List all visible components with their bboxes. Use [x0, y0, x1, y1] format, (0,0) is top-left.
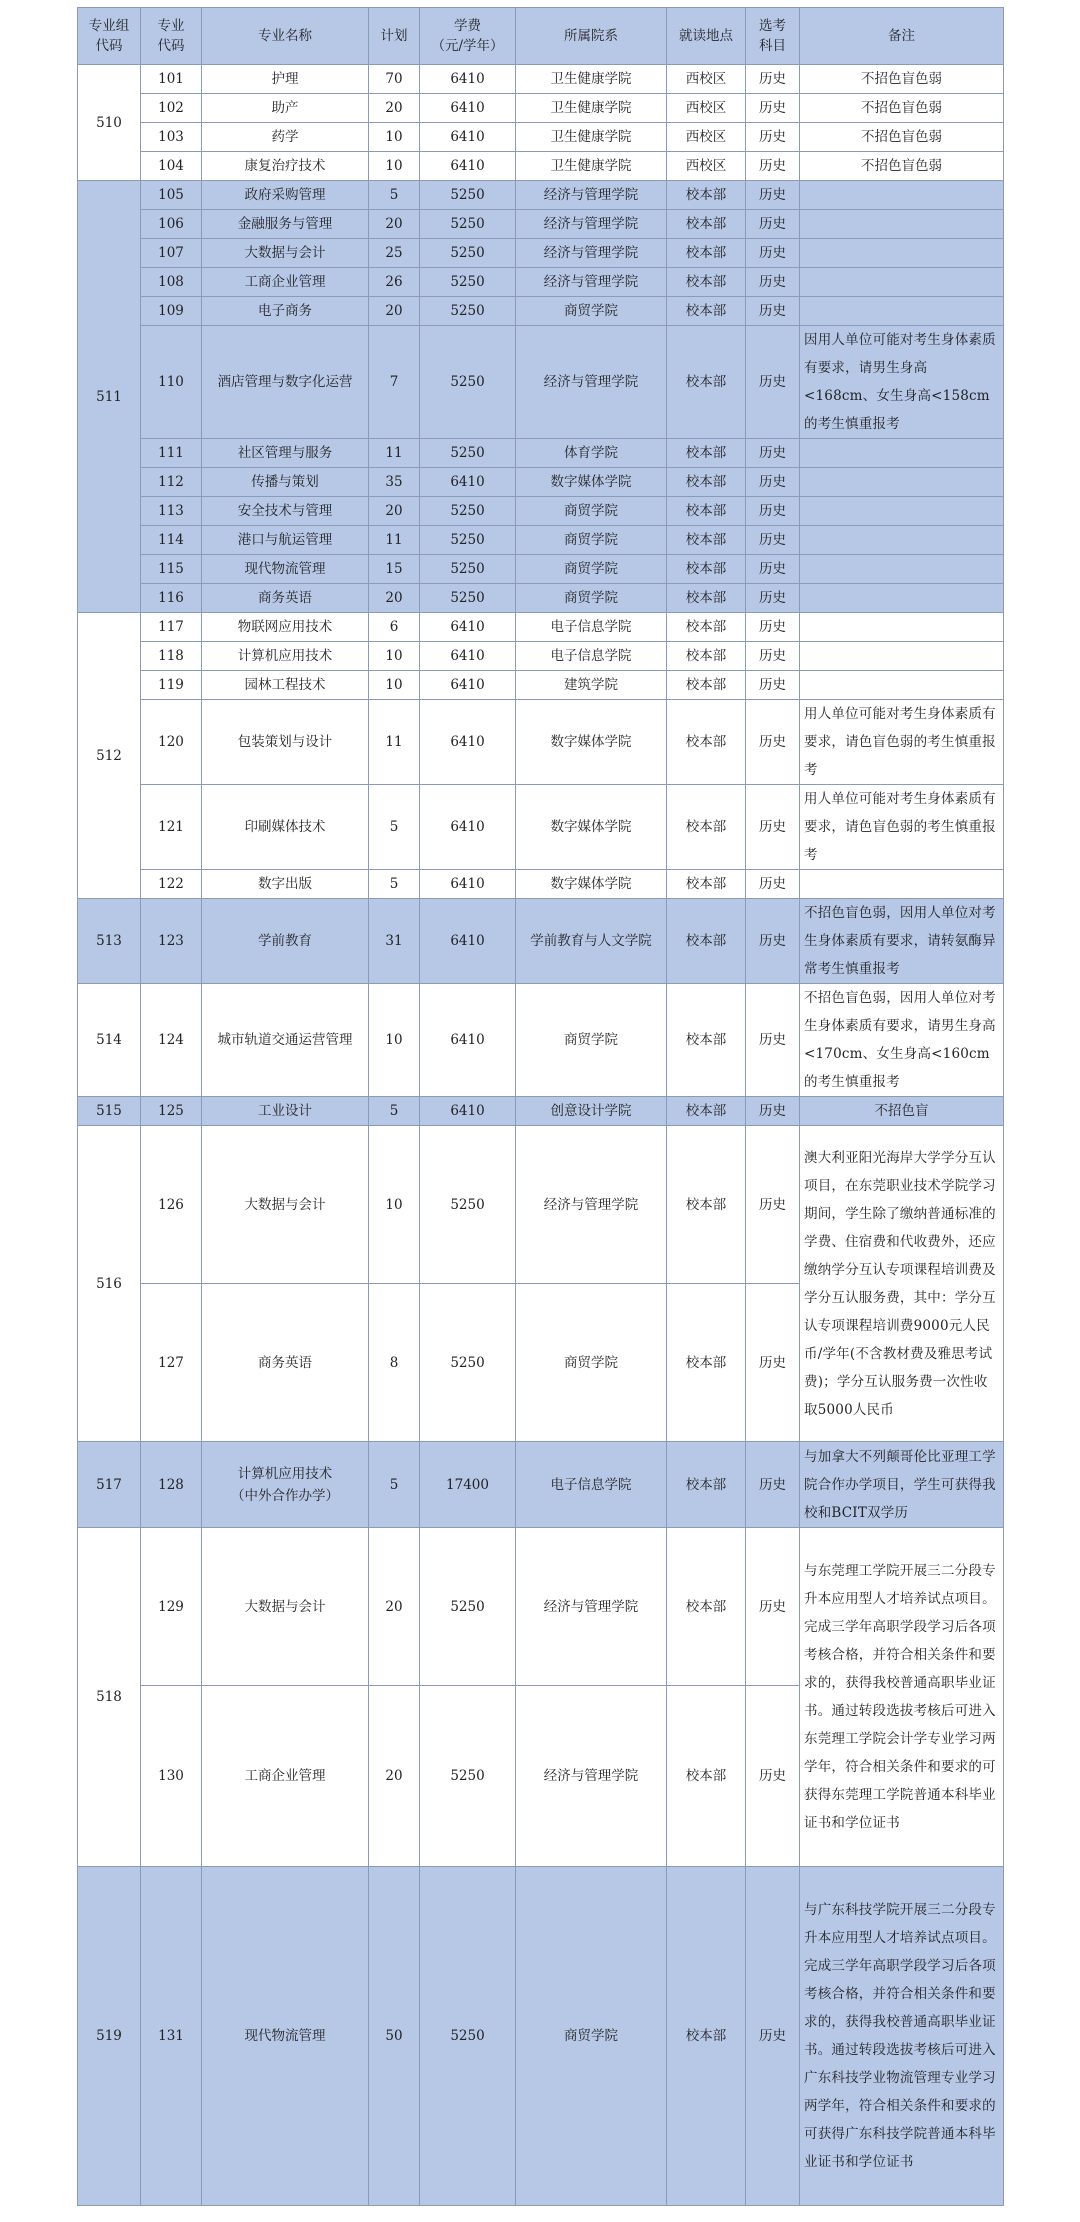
major-name: 城市轨道交通运营管理 [202, 984, 369, 1097]
major-name: 大数据与会计 [202, 1126, 369, 1284]
subject: 历史 [746, 210, 800, 239]
department: 商贸学院 [516, 555, 667, 584]
campus: 校本部 [667, 1686, 746, 1867]
tuition-fee: 5250 [420, 1686, 516, 1867]
tuition-fee: 5250 [420, 181, 516, 210]
campus: 校本部 [667, 497, 746, 526]
plan-count: 26 [369, 268, 420, 297]
remark [800, 181, 1004, 210]
major-code: 131 [141, 1867, 202, 2206]
plan-count: 5 [369, 181, 420, 210]
subject: 历史 [746, 152, 800, 181]
department: 经济与管理学院 [516, 1528, 667, 1686]
department: 数字媒体学院 [516, 870, 667, 899]
header-department: 所属院系 [516, 8, 667, 65]
plan-count: 11 [369, 526, 420, 555]
major-name: 药学 [202, 123, 369, 152]
major-code: 107 [141, 239, 202, 268]
major-code: 124 [141, 984, 202, 1097]
major-code: 121 [141, 785, 202, 870]
subject: 历史 [746, 439, 800, 468]
tuition-fee: 6410 [420, 899, 516, 984]
department: 创意设计学院 [516, 1097, 667, 1126]
remark: 不招色盲色弱，因用人单位对考生身体素质有要求，请男生身高<170cm、女生身高<160cm的考生慎重报考 [800, 984, 1004, 1097]
header-plan: 计划 [369, 8, 420, 65]
major-code: 101 [141, 65, 202, 94]
major-name: 现代物流管理 [202, 1867, 369, 2206]
campus: 校本部 [667, 671, 746, 700]
major-name: 学前教育 [202, 899, 369, 984]
major-code: 122 [141, 870, 202, 899]
major-name: 安全技术与管理 [202, 497, 369, 526]
tuition-fee: 6410 [420, 1097, 516, 1126]
tuition-fee: 6410 [420, 468, 516, 497]
campus: 校本部 [667, 526, 746, 555]
department: 电子信息学院 [516, 642, 667, 671]
header-major-name: 专业名称 [202, 8, 369, 65]
major-name: 包装策划与设计 [202, 700, 369, 785]
plan-count: 5 [369, 785, 420, 870]
plan-count: 7 [369, 326, 420, 439]
subject: 历史 [746, 497, 800, 526]
subject: 历史 [746, 239, 800, 268]
campus: 校本部 [667, 181, 746, 210]
campus: 校本部 [667, 1284, 746, 1442]
campus: 校本部 [667, 239, 746, 268]
department: 学前教育与人文学院 [516, 899, 667, 984]
group-code: 519 [78, 1867, 141, 2206]
department: 经济与管理学院 [516, 268, 667, 297]
campus: 校本部 [667, 439, 746, 468]
major-code: 126 [141, 1126, 202, 1284]
major-name: 商务英语 [202, 1284, 369, 1442]
department: 经济与管理学院 [516, 181, 667, 210]
campus: 校本部 [667, 1442, 746, 1528]
header-tuition: 学费 （元/学年） [420, 8, 516, 65]
major-code: 118 [141, 642, 202, 671]
plan-count: 50 [369, 1867, 420, 2206]
table-header [78, 8, 1004, 65]
subject: 历史 [746, 94, 800, 123]
campus: 校本部 [667, 899, 746, 984]
department: 数字媒体学院 [516, 785, 667, 870]
tuition-fee: 5250 [420, 1528, 516, 1686]
tuition-fee: 5250 [420, 1126, 516, 1284]
tuition-fee: 5250 [420, 326, 516, 439]
remark [800, 297, 1004, 326]
remark: 不招色盲色弱 [800, 94, 1004, 123]
subject: 历史 [746, 526, 800, 555]
major-code: 129 [141, 1528, 202, 1686]
department: 卫生健康学院 [516, 152, 667, 181]
campus: 西校区 [667, 152, 746, 181]
plan-count: 10 [369, 671, 420, 700]
remark [800, 642, 1004, 671]
major-name: 商务英语 [202, 584, 369, 613]
major-code: 112 [141, 468, 202, 497]
remark: 不招色盲色弱 [800, 65, 1004, 94]
major-name: 电子商务 [202, 297, 369, 326]
remark [800, 613, 1004, 642]
subject: 历史 [746, 181, 800, 210]
plan-count: 10 [369, 984, 420, 1097]
remark [800, 584, 1004, 613]
campus: 校本部 [667, 297, 746, 326]
subject: 历史 [746, 899, 800, 984]
major-code: 119 [141, 671, 202, 700]
major-name: 大数据与会计 [202, 1528, 369, 1686]
subject: 历史 [746, 1126, 800, 1284]
remark [800, 239, 1004, 268]
major-name: 护理 [202, 65, 369, 94]
subject: 历史 [746, 584, 800, 613]
group-code: 512 [78, 613, 141, 899]
major-code: 120 [141, 700, 202, 785]
major-name: 计算机应用技术 [202, 642, 369, 671]
tuition-fee: 5250 [420, 268, 516, 297]
major-name: 港口与航运管理 [202, 526, 369, 555]
major-code: 109 [141, 297, 202, 326]
tuition-fee: 5250 [420, 297, 516, 326]
remark: 与加拿大不列颠哥伦比亚理工学院合作办学项目，学生可获得我校和BCIT双学历 [800, 1442, 1004, 1528]
plan-count: 10 [369, 123, 420, 152]
campus: 校本部 [667, 210, 746, 239]
major-code: 114 [141, 526, 202, 555]
remark [800, 439, 1004, 468]
remark: 不招色盲色弱 [800, 123, 1004, 152]
campus: 西校区 [667, 65, 746, 94]
plan-count: 10 [369, 1126, 420, 1284]
header-remarks: 备注 [800, 8, 1004, 65]
major-code: 130 [141, 1686, 202, 1867]
major-code: 115 [141, 555, 202, 584]
remark: 因用人单位可能对考生身体素质有要求，请男生身高<168cm、女生身高<158cm的考生慎重报考 [800, 326, 1004, 439]
subject: 历史 [746, 1097, 800, 1126]
plan-count: 11 [369, 700, 420, 785]
major-code: 123 [141, 899, 202, 984]
major-code: 106 [141, 210, 202, 239]
plan-count: 20 [369, 1686, 420, 1867]
group-code: 511 [78, 181, 141, 613]
major-code: 102 [141, 94, 202, 123]
plan-count: 5 [369, 1442, 420, 1528]
department: 卫生健康学院 [516, 65, 667, 94]
group-code: 516 [78, 1126, 141, 1442]
subject: 历史 [746, 700, 800, 785]
tuition-fee: 6410 [420, 123, 516, 152]
campus: 校本部 [667, 468, 746, 497]
department: 电子信息学院 [516, 613, 667, 642]
plan-count: 20 [369, 94, 420, 123]
subject: 历史 [746, 785, 800, 870]
department: 经济与管理学院 [516, 1686, 667, 1867]
remark [800, 497, 1004, 526]
major-name: 社区管理与服务 [202, 439, 369, 468]
subject: 历史 [746, 468, 800, 497]
subject: 历史 [746, 671, 800, 700]
subject: 历史 [746, 870, 800, 899]
remark: 与广东科技学院开展三二分段专升本应用型人才培养试点项目。完成三学年高职学段学习后各项考核合格，并符合相关条件和要求的，获得我校普通高职毕业证书。通过转段选拔考核后可进入广东科技学业物流管理专业学习两学年，符合相关条件和要求的可获得广东科技学院普通本科毕业证书和学位证书 [800, 1867, 1004, 2206]
tuition-fee: 6410 [420, 152, 516, 181]
plan-count: 15 [369, 555, 420, 584]
campus: 校本部 [667, 326, 746, 439]
subject: 历史 [746, 297, 800, 326]
plan-count: 20 [369, 297, 420, 326]
campus: 西校区 [667, 123, 746, 152]
department: 商贸学院 [516, 584, 667, 613]
remark: 与东莞理工学院开展三二分段专升本应用型人才培养试点项目。完成三学年高职学段学习后各项考核合格，并符合相关条件和要求的，获得我校普通高职毕业证书。通过转段选拔考核后可进入东莞理工学院会计学专业学习两学年，符合相关条件和要求的可获得东莞理工学院普通本科毕业证书和学位证书 [800, 1528, 1004, 1867]
plan-count: 10 [369, 642, 420, 671]
tuition-fee: 6410 [420, 984, 516, 1097]
major-name: 园林工程技术 [202, 671, 369, 700]
tuition-fee: 5250 [420, 555, 516, 584]
subject: 历史 [746, 1528, 800, 1686]
tuition-fee: 5250 [420, 1284, 516, 1442]
subject: 历史 [746, 65, 800, 94]
group-code: 515 [78, 1097, 141, 1126]
major-code: 111 [141, 439, 202, 468]
subject: 历史 [746, 984, 800, 1097]
campus: 校本部 [667, 613, 746, 642]
tuition-fee: 5250 [420, 239, 516, 268]
tuition-fee: 6410 [420, 65, 516, 94]
department: 卫生健康学院 [516, 94, 667, 123]
remark: 澳大利亚阳光海岸大学学分互认项目，在东莞职业技术学院学习期间，学生除了缴纳普通标准的学费、住宿费和代收费外，还应缴纳学分互认专项课程培训费及学分互认服务费，其中：学分互认专项课程培训费9000元人民币/学年(不含教材费及雅思考试费)；学分互认服务费一次性收取5000人民币 [800, 1126, 1004, 1442]
campus: 校本部 [667, 870, 746, 899]
major-code: 116 [141, 584, 202, 613]
major-name: 工业设计 [202, 1097, 369, 1126]
plan-count: 20 [369, 584, 420, 613]
major-code: 110 [141, 326, 202, 439]
campus: 校本部 [667, 984, 746, 1097]
header-subject: 选考 科目 [746, 8, 800, 65]
subject: 历史 [746, 326, 800, 439]
department: 经济与管理学院 [516, 1126, 667, 1284]
campus: 西校区 [667, 94, 746, 123]
major-code: 117 [141, 613, 202, 642]
plan-count: 25 [369, 239, 420, 268]
major-name: 数字出版 [202, 870, 369, 899]
major-code: 105 [141, 181, 202, 210]
major-code: 104 [141, 152, 202, 181]
plan-count: 8 [369, 1284, 420, 1442]
header-group-code: 专业组 代码 [78, 8, 141, 65]
department: 体育学院 [516, 439, 667, 468]
major-name: 助产 [202, 94, 369, 123]
department: 经济与管理学院 [516, 326, 667, 439]
remark [800, 468, 1004, 497]
remark: 不招色盲色弱 [800, 152, 1004, 181]
subject: 历史 [746, 555, 800, 584]
major-name: 计算机应用技术 （中外合作办学） [202, 1442, 369, 1528]
major-name: 酒店管理与数字化运营 [202, 326, 369, 439]
campus: 校本部 [667, 642, 746, 671]
plan-count: 10 [369, 152, 420, 181]
plan-count: 11 [369, 439, 420, 468]
major-name: 现代物流管理 [202, 555, 369, 584]
admission-plan-document [77, 7, 1003, 2206]
major-code: 125 [141, 1097, 202, 1126]
major-name: 康复治疗技术 [202, 152, 369, 181]
major-code: 127 [141, 1284, 202, 1442]
major-code: 108 [141, 268, 202, 297]
subject: 历史 [746, 1442, 800, 1528]
department: 商贸学院 [516, 1284, 667, 1442]
department: 数字媒体学院 [516, 700, 667, 785]
department: 商贸学院 [516, 297, 667, 326]
tuition-fee: 5250 [420, 210, 516, 239]
plan-count: 35 [369, 468, 420, 497]
department: 商贸学院 [516, 984, 667, 1097]
subject: 历史 [746, 123, 800, 152]
major-name: 金融服务与管理 [202, 210, 369, 239]
major-name: 工商企业管理 [202, 268, 369, 297]
group-code: 517 [78, 1442, 141, 1528]
department: 数字媒体学院 [516, 468, 667, 497]
campus: 校本部 [667, 1867, 746, 2206]
department: 商贸学院 [516, 497, 667, 526]
tuition-fee: 6410 [420, 671, 516, 700]
department: 经济与管理学院 [516, 239, 667, 268]
plan-count: 20 [369, 497, 420, 526]
campus: 校本部 [667, 268, 746, 297]
group-code: 514 [78, 984, 141, 1097]
subject: 历史 [746, 1867, 800, 2206]
tuition-fee: 6410 [420, 94, 516, 123]
campus: 校本部 [667, 700, 746, 785]
group-code: 518 [78, 1528, 141, 1867]
subject: 历史 [746, 613, 800, 642]
tuition-fee: 5250 [420, 439, 516, 468]
campus: 校本部 [667, 1097, 746, 1126]
major-code: 103 [141, 123, 202, 152]
department: 经济与管理学院 [516, 210, 667, 239]
plan-count: 5 [369, 1097, 420, 1126]
department: 卫生健康学院 [516, 123, 667, 152]
major-name: 工商企业管理 [202, 1686, 369, 1867]
major-name: 印刷媒体技术 [202, 785, 369, 870]
plan-count: 20 [369, 210, 420, 239]
major-code: 128 [141, 1442, 202, 1528]
tuition-fee: 5250 [420, 1867, 516, 2206]
department: 商贸学院 [516, 526, 667, 555]
campus: 校本部 [667, 1126, 746, 1284]
remark [800, 210, 1004, 239]
department: 建筑学院 [516, 671, 667, 700]
plan-count: 20 [369, 1528, 420, 1686]
plan-count: 5 [369, 870, 420, 899]
tuition-fee: 6410 [420, 785, 516, 870]
campus: 校本部 [667, 584, 746, 613]
campus: 校本部 [667, 1528, 746, 1686]
subject: 历史 [746, 642, 800, 671]
remark: 用人单位可能对考生身体素质有要求，请色盲色弱的考生慎重报考 [800, 700, 1004, 785]
tuition-fee: 5250 [420, 526, 516, 555]
department: 商贸学院 [516, 1867, 667, 2206]
campus: 校本部 [667, 785, 746, 870]
major-name: 政府采购管理 [202, 181, 369, 210]
remark [800, 526, 1004, 555]
group-code: 513 [78, 899, 141, 984]
remark: 用人单位可能对考生身体素质有要求，请色盲色弱的考生慎重报考 [800, 785, 1004, 870]
tuition-fee: 5250 [420, 584, 516, 613]
header-major-code: 专业 代码 [141, 8, 202, 65]
subject: 历史 [746, 1686, 800, 1867]
major-name: 传播与策划 [202, 468, 369, 497]
header-campus: 就读地点 [667, 8, 746, 65]
tuition-fee: 6410 [420, 870, 516, 899]
major-code: 113 [141, 497, 202, 526]
major-name: 物联网应用技术 [202, 613, 369, 642]
campus: 校本部 [667, 555, 746, 584]
tuition-fee: 6410 [420, 613, 516, 642]
major-name: 大数据与会计 [202, 239, 369, 268]
plan-count: 6 [369, 613, 420, 642]
subject: 历史 [746, 268, 800, 297]
group-code: 510 [78, 65, 141, 181]
plan-count: 70 [369, 65, 420, 94]
tuition-fee: 6410 [420, 700, 516, 785]
remark: 不招色盲色弱，因用人单位对考生身体素质有要求，请转氨酶异常考生慎重报考 [800, 899, 1004, 984]
remark [800, 671, 1004, 700]
remark [800, 870, 1004, 899]
plan-count: 31 [369, 899, 420, 984]
department: 电子信息学院 [516, 1442, 667, 1528]
tuition-fee: 17400 [420, 1442, 516, 1528]
tuition-fee: 6410 [420, 642, 516, 671]
tuition-fee: 5250 [420, 497, 516, 526]
remark: 不招色盲 [800, 1097, 1004, 1126]
admission-plan-table [77, 7, 1004, 2206]
remark [800, 555, 1004, 584]
remark [800, 268, 1004, 297]
subject: 历史 [746, 1284, 800, 1442]
